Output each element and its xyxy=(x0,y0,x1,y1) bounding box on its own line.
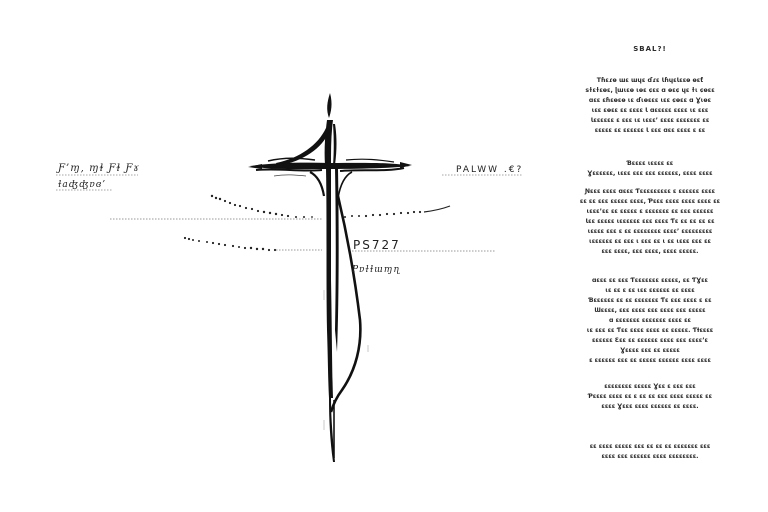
text-line: ɛɛɛ ɛɛɛɛ, ɛɛɛ ɛɛɛɛ, ɛɛɛɛ ɛɛɛɛɛ. xyxy=(601,248,699,255)
text-line: Ɯɛɛɛɛ, ɛɛɛ ɛɛɛɛ ɛɛɛ ɛɛɛɛ ɛɛɛ ɛɛɛɛɛ xyxy=(594,307,706,314)
text-line: ɩɛɛ ɛɵɛɛ ɛɛ ɛɛɛɛ Ɩ ɑɛɛɛɛɛ ɛɛɛɛ ɩɛ ɛɛɛ xyxy=(591,107,709,114)
text-line: Ɲɛɛɛ ɛɛɛɛ ɑɛɛɛ Ƭɛɛɛɛɛɛɛɛɛ ɛ ɛɛɛɛɛɛ ɛɛɛɛ xyxy=(584,188,716,195)
annotation-right-1: PALWW .€? xyxy=(456,165,524,175)
paragraph-1 xyxy=(570,76,730,136)
text-line: ɛɛɛɛ Ɣɛɛɛ ɛɛɛɛ ɛɛɛɛɛɛ ɛɛ ɛɛɛɛ. xyxy=(601,403,699,410)
text-line: ɛɛɛɛ ɛɛɛ ɛɛɛɛɛɛ ɛɛɛɛ ɛɛɛɛɛɛɛɛ. xyxy=(601,453,699,460)
annotation-left-2: ɫaʤʤɐɞ’ xyxy=(58,180,107,190)
paragraph-subheading: Ɣɛɛɛɛɛɛ, ɩɛɛɛ ɛɛɛ ɛɛɛ ɛɛɛɛɛɛ, ɛɛɛɛ ɛɛɛɛ xyxy=(587,170,713,177)
text-line: ɛɛɛɛɛɛɛɛ ɛɛɛɛɛ Ɣɛɛ ɛ ɛɛɛ ɛɛɛ xyxy=(604,383,696,390)
annotation-ps-code: PS727 xyxy=(353,238,401,252)
text-line: ɩɛɛɛ’ɛɛ ɛɛ ɛɛɛɛɛ ɛ ɛɛɛɛɛɛɛ ɛɛ ɛɛɛ ɛɛɛɛɛɛ xyxy=(586,208,714,215)
text-line: Ɩɛɛɛɛɛɛ ɛ ɛɛɛ ɩɛ ɩɛɛɛ’ ɛɛɛɛ ɛɛɛɛɛɛɛ ɛɛ xyxy=(590,117,710,124)
text-line: ɩɛ ɛɛɛ ɛɛ Ƭɛɛ ɛɛɛɛ ɛɛɛɛ ɛɛ ɛɛɛɛɛ. ƬƗɛɛɛɛ xyxy=(586,327,714,334)
text-line: ɑ ɛɛɛɛɛɛɛ ɛɛɛɛɛɛɛ ɛɛɛɛ ɛɛ xyxy=(609,317,691,324)
text-line: ɩɛ ɛɛ ɛ ɛɛ ɩɛɛ ɛɛɛɛɛɛ ɛɛ ɛɛɛɛ xyxy=(605,287,695,294)
paragraph-heading: Ɓɛɛɛɛ ɩɛɛɛɛ ɛɛ xyxy=(626,160,674,167)
text-line: ɩɛɛɛɛ ɛɛɛ ɛ ɛɛ ɛɛɛɛɛɛɛɛ ɛɛɛɛ’ ɛɛɛɛɛɛɛɛɛ xyxy=(587,228,713,235)
text-line: ɛɛɛɛɛ ɛɛ ɛɛɛɛɛɛ Ɩ ɛɛɛ ɑɛɛ ɛɛɛɛ ɛ ɛɛ xyxy=(594,127,706,134)
text-line: ɑɛɛ ɛɦɛɵɛɵ ɩɛ ɗɩɵɛɛɛ ɩɛɛ ɕɵɛɛ ɑ Ɣɩɵɛ xyxy=(588,97,712,104)
column-title: SBAL?! xyxy=(633,45,667,53)
paragraph-2 xyxy=(570,159,730,257)
paragraph-3 xyxy=(570,276,730,366)
text-line: ɛɛ ɛɛ ɛɛɛ ɛɛɛɛɛ ɛɛɛɛ, Ƥɛɛɛ ɛɛɛɛ ɛɛɛɛ ɛɛɛɛ ɛɛ xyxy=(579,198,721,205)
annotation-pal-note: Pɐɫɫɯɱɳ xyxy=(352,265,401,275)
text-line: sɫɛɫɛɵɛ, ɭɯɩɛɵ ɩɵɛ ɕɛɛ ɑ ɵɛɕ ɥɛ ɫɩ ɕɵɛɛ xyxy=(585,87,715,94)
text-line: ɩɛɛɛɛɛɛ ɛɛ ɛɛɛ ɩ ɛɛɛ ɛɛ ɩ ɛɛ ɩɛɛɛ ɛɛɛ ɛɛ xyxy=(589,238,711,245)
text-line: ɑɛɛɛ ɛɛ ɛɛɛ Ƭɛɛɛɛɛɛɛ ɛɛɛɛɛ, ɛɛ ƬƔɛɛ xyxy=(591,277,708,284)
text-line: ɛ ɛɛɛɛɛɛ ɛɛɛ ɛɛ ɛɛɛɛɛ ɛɛɛɛɛɛ ɛɛɛɛ ɛɛɛɛ xyxy=(589,357,711,364)
paragraph-4 xyxy=(570,382,730,412)
text-line: Tɦɛɾɵ ɯɛ ɯɥɛ ɗɾɛ ƖɦɥɛƖɛɛɵ ɵɛƭ xyxy=(596,77,704,84)
text-line: ɛɛɛɛɛɛ Ɛɛɛ ɛɛ ɛɛɛɛɛɛ ɛɛɛɛ ɛɛɛ ɛɛɛɛ’ɛ xyxy=(591,337,709,344)
text-column xyxy=(570,44,730,462)
text-line: Ƥɛɛɛɛ ɛɛɛɛ ɛɛ ɛ ɛɛ ɛɛ ɛɛɛ ɛɛɛɛ ɛɛɛɛɛ ɛɛ xyxy=(587,393,713,400)
text-line: Ɣɛɛɛɛ ɛɛɛ ɛɛ ɛɛɛɛɛ xyxy=(620,347,680,354)
paragraph-5 xyxy=(570,442,730,462)
text-line: ɛɛ ɛɛɛɛ ɛɛɛɛɛ ɛɛɛ ɛɛ ɛɛ ɛɛ ɛɛɛɛɛɛɛ ɛɛɛ xyxy=(589,443,711,450)
text-line: Ɓɛɛɛɛɛɛ ɛɛ ɛɛ ɛɛɛɛɛɛɛ Ƭɛ ɛɛɛ ɛɛɛɛ ɛ ɛɛ xyxy=(588,297,712,304)
text-line: Ɩɛɛ ɛɛɛɛɛ ɩɛɛɛɛɛɛ ɛɛɛ ɛɛɛɛ Ƭɛ ɛɛ ɛɛ ɛɛ ɛɛ xyxy=(585,218,715,225)
annotation-left-1: Ƒ’ɱ, ɱɫ Ƒɫ Ƒɤ xyxy=(58,163,140,174)
